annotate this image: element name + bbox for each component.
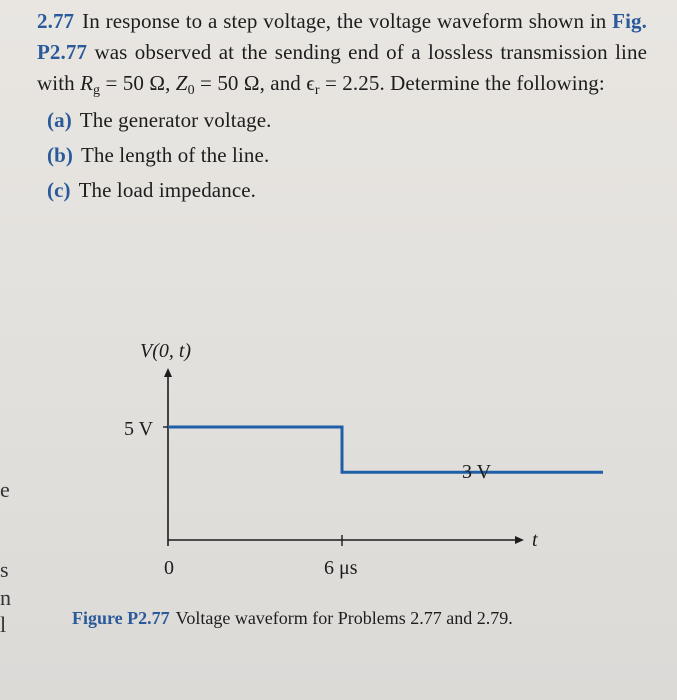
- problem-number: 2.77: [37, 9, 75, 33]
- part-label: (b): [47, 143, 73, 167]
- margin-fragment: s: [0, 557, 9, 582]
- rg-value: = 50 Ω,: [105, 71, 171, 95]
- rg-subscript: g: [93, 83, 101, 98]
- margin-fragment: n: [0, 585, 11, 610]
- problem-intro-a: In response to a step voltage, the voltage waveform shown in: [82, 9, 607, 33]
- margin-fragment: e: [0, 477, 10, 502]
- waveform-line-0: [168, 427, 603, 472]
- problem-task: Determine the following:: [390, 71, 605, 95]
- part-text: The generator voltage.: [79, 108, 272, 132]
- y-axis-label: V(0, t): [140, 340, 192, 362]
- rg-symbol: R: [80, 71, 94, 95]
- margin-fragment: l: [0, 612, 7, 637]
- part-text: The length of the line.: [80, 143, 270, 167]
- x-axis-label: t: [532, 529, 538, 551]
- part-label: (c): [47, 178, 71, 202]
- problem-statement: [37, 6, 647, 208]
- part-text: The load impedance.: [78, 178, 257, 202]
- x-tick-label-0: 0: [164, 557, 174, 579]
- part-item: [47, 103, 647, 138]
- part-item: [47, 173, 647, 208]
- waveform-series: [168, 427, 603, 472]
- level-label-3v: 3 V: [462, 461, 492, 483]
- problem-intro-b: was observed at the sending end of a lossless transmission line with: [37, 40, 647, 95]
- figure-caption-text: Voltage waveform for Problems 2.77 and 2.79.: [175, 608, 513, 628]
- er-symbol: ϵ: [306, 71, 315, 95]
- problem-parts: [47, 103, 647, 208]
- problem-text: [37, 6, 647, 99]
- figure-reference: Fig. P2.77: [37, 9, 647, 64]
- figure-caption: [72, 606, 662, 630]
- z0-subscript: 0: [187, 83, 195, 98]
- z0-value: = 50 Ω, and: [200, 71, 301, 95]
- z0-symbol: Z: [175, 71, 188, 95]
- y-tick-label-5v: 5 V: [124, 418, 154, 440]
- figure-caption-label: Figure P2.77: [72, 608, 170, 628]
- part-item: [47, 138, 647, 173]
- part-label: (a): [47, 108, 72, 132]
- er-subscript: r: [314, 83, 320, 98]
- er-value: = 2.25.: [325, 71, 385, 95]
- x-tick-label-6us: 6 μs: [324, 557, 358, 579]
